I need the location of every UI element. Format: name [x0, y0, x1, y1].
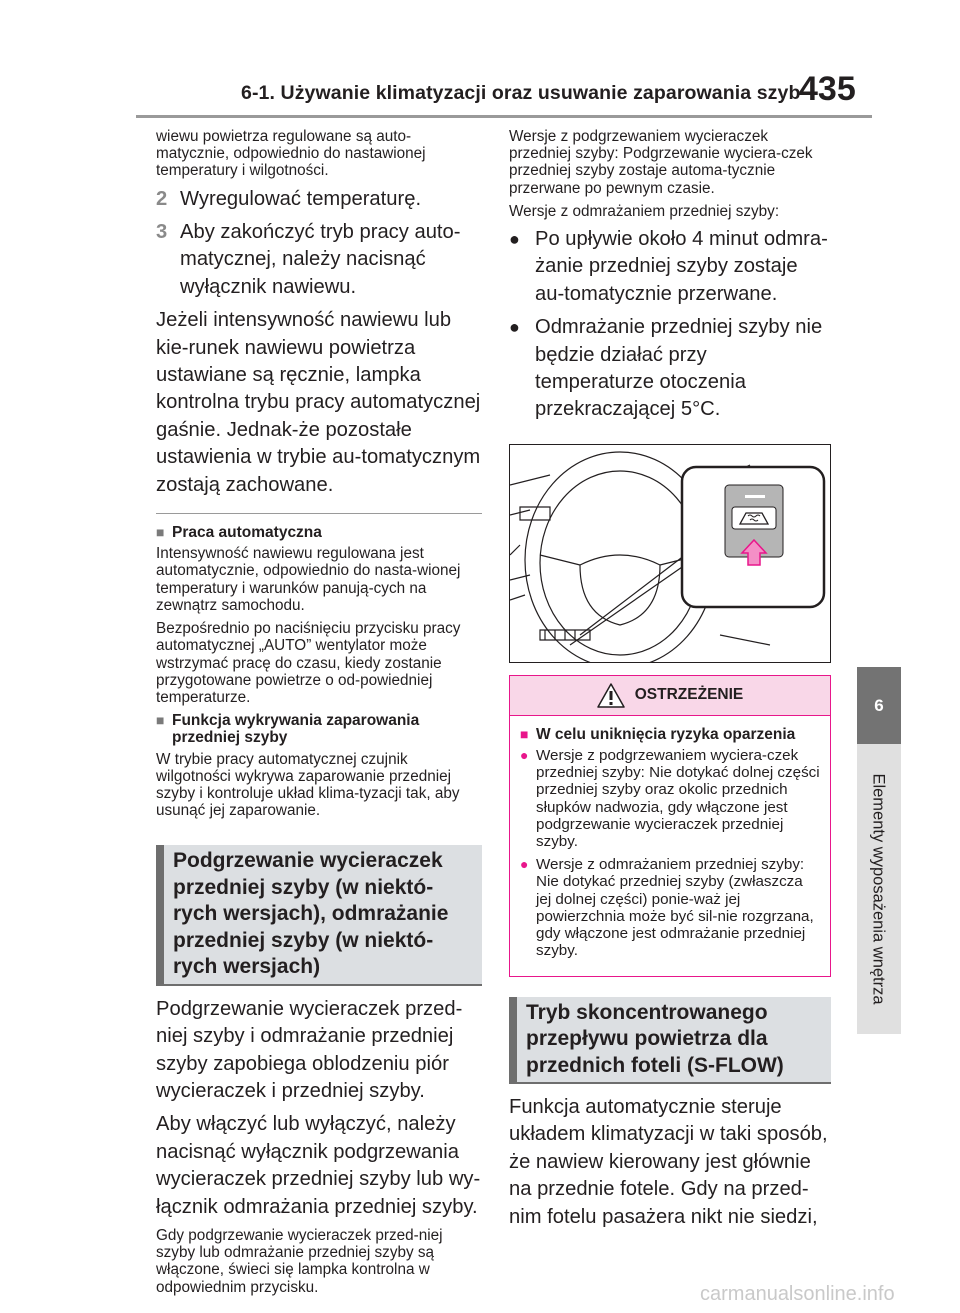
- bullet-item: [509, 314, 831, 424]
- chapter-tab-title: Elementy wyposażenia wnętrza: [869, 773, 888, 1005]
- auto-paragraph-2: Bezpośrednio po naciśnięciu przycisku pracy automatycznej „AUTO” wentylator może wstrzymać pracę do czasu, kiedy zostanie przygotowane powietrze o od-powiedniej temperaturze.: [156, 620, 461, 706]
- section-title-sflow: Tryb skoncentrowanego przepływu powietrza dla przednich foteli (S-FLOW): [509, 997, 831, 1085]
- warning-subheading: [520, 726, 822, 743]
- step-3: [156, 219, 482, 301]
- defrost-version-note: Wersje z odmrażaniem przedniej szyby:: [509, 202, 780, 220]
- step-2: [156, 186, 482, 213]
- divider: [156, 513, 482, 514]
- section-paragraph-2: Aby włączyć lub wyłączyć, należy nacisnąć wyłącznik podgrzewania wycieraczek przedniej szyby lub wy-łącznik odmrażania przedniej szyby.: [156, 1113, 481, 1218]
- step-number: 2: [156, 187, 168, 210]
- subheading-text: W celu uniknięcia ryzyka oparzenia: [536, 725, 796, 743]
- auto-paragraph-1: Intensywność nawiewu regulowana jest automatycznie, odpowiednio do nasta-wionej temperatury i warunków panują-cych na zewnątrz samochodu.: [156, 545, 461, 614]
- step-text: Wyregulować temperaturę.: [180, 187, 422, 210]
- subheading-text: Funkcja wykrywania zaparowania przedniej szyby: [172, 712, 420, 747]
- chapter-tab-number[interactable]: 6: [857, 667, 901, 744]
- bullet-text: Odmrażanie przedniej szyby nie będzie działać przy temperaturze otoczenia przekraczającej 5°C.: [535, 316, 823, 421]
- warning-item: [520, 856, 822, 959]
- subheading-text: Praca automatyczna: [172, 524, 322, 542]
- manual-mode-note: Jeżeli intensywność nawiewu lub kie-runek nawiewu powietrza ustawiane są ręcznie, lampka kontrolna trybu pracy automatycznej gaśnie. Jednak-że pozostałe ustawienia w trybie au-tomatycznym zostają zachowane.: [156, 309, 481, 496]
- dashboard-illustration: [509, 444, 831, 663]
- warning-body: [510, 716, 830, 976]
- round-bullet-icon: ●: [509, 317, 520, 338]
- warning-item-text: Wersje z podgrzewaniem wyciera-czek przedniej szyby: Nie dotykać dolnej części przedniej szyby oraz okolic przednich słupków nadwozia, gdy włączone jest podgrzewanie wycieraczek przedniej szyby.: [536, 747, 820, 851]
- warning-triangle-icon: [597, 683, 625, 708]
- wiper-version-note: Wersje z podgrzewaniem wycieraczek przedniej szyby: Podgrzewanie wyciera-czek przedniej szyby zostaje automa-tycznie przerwane po pewnym czasie.: [509, 128, 813, 197]
- round-bullet-icon: ●: [509, 229, 520, 250]
- page-number: 435: [799, 70, 856, 108]
- subheading-auto: [156, 524, 482, 541]
- round-bullet-icon: ●: [520, 856, 529, 873]
- square-bullet-icon: ■: [156, 524, 165, 541]
- bullet-text: Po upływie około 4 minut odmra-żanie przedniej szyby zostaje au-tomatycznie przerwane.: [535, 228, 828, 305]
- square-bullet-icon: ■: [520, 725, 529, 742]
- page-header-title: 6-1. Używanie klimatyzacji oraz usuwanie zaparowania szyb: [241, 82, 801, 104]
- warning-box: [509, 675, 831, 977]
- step-text: Aby zakończyć tryb pracy auto-matycznej, należy nacisnąć wyłącznik nawiewu.: [180, 221, 461, 298]
- right-column: [509, 128, 831, 1237]
- warning-title: OSTRZEŻENIE: [634, 686, 744, 704]
- watermark: carmanualsonline.info: [700, 1283, 895, 1305]
- section-paragraph-1: Podgrzewanie wycieraczek przed-niej szyby i odmrażanie przedniej szyby zapobiega oblodzeniu piór wycieraczek i przedniej szyby.: [156, 997, 463, 1103]
- warning-item-text: Wersje z odmrażaniem przedniej szyby: Nie dotykać przedniej szyby (zwłaszcza jej dolnej części) ponie-waż jej powierzchnia może być sil-nie rozgrzana, gdy włączone jest odmrażanie przedniej szyby.: [536, 856, 814, 960]
- round-bullet-icon: ●: [520, 747, 529, 764]
- warning-header: [510, 676, 830, 716]
- step-number: 3: [156, 221, 168, 244]
- sflow-paragraph: Funkcja automatycznie steruje układem klimatyzacji w taki sposób, że nawiew kierowany jest głównie na przednie fotele. Gdy na przed-nim fotelu pasażera nikt nie siedzi,: [509, 1096, 828, 1228]
- fog-paragraph: W trybie pracy automatycznej czujnik wilgotności wykrywa zaparowanie przedniej szyby i kontroluje układ klima-tyzacji tak, aby usunąć jej zaparowanie.: [156, 750, 460, 820]
- bullet-item: [509, 226, 831, 308]
- steering-wheel-defroster-drawing: [510, 445, 831, 663]
- square-bullet-icon: ■: [156, 712, 165, 729]
- subheading-fog: [156, 712, 482, 746]
- intro-text: wiewu powietrza regulowane są auto-matycznie, odpowiednio do nastawionej temperatury i wilgotności.: [156, 128, 426, 180]
- header-divider: [136, 115, 872, 118]
- warning-item: [520, 747, 822, 850]
- section-paragraph-3: Gdy podgrzewanie wycieraczek przed-niej szyby lub odmrażanie przedniej szyby są włączone, świeci się lampka kontrolna w odpowiednim przycisku.: [156, 1227, 443, 1296]
- section-title-wiper-heating: Podgrzewanie wycieraczek przedniej szyby (w niektó-rych wersjach), odmrażanie przedniej szyby (w niektó-rych wersjach): [156, 845, 482, 986]
- left-column: [156, 128, 482, 1302]
